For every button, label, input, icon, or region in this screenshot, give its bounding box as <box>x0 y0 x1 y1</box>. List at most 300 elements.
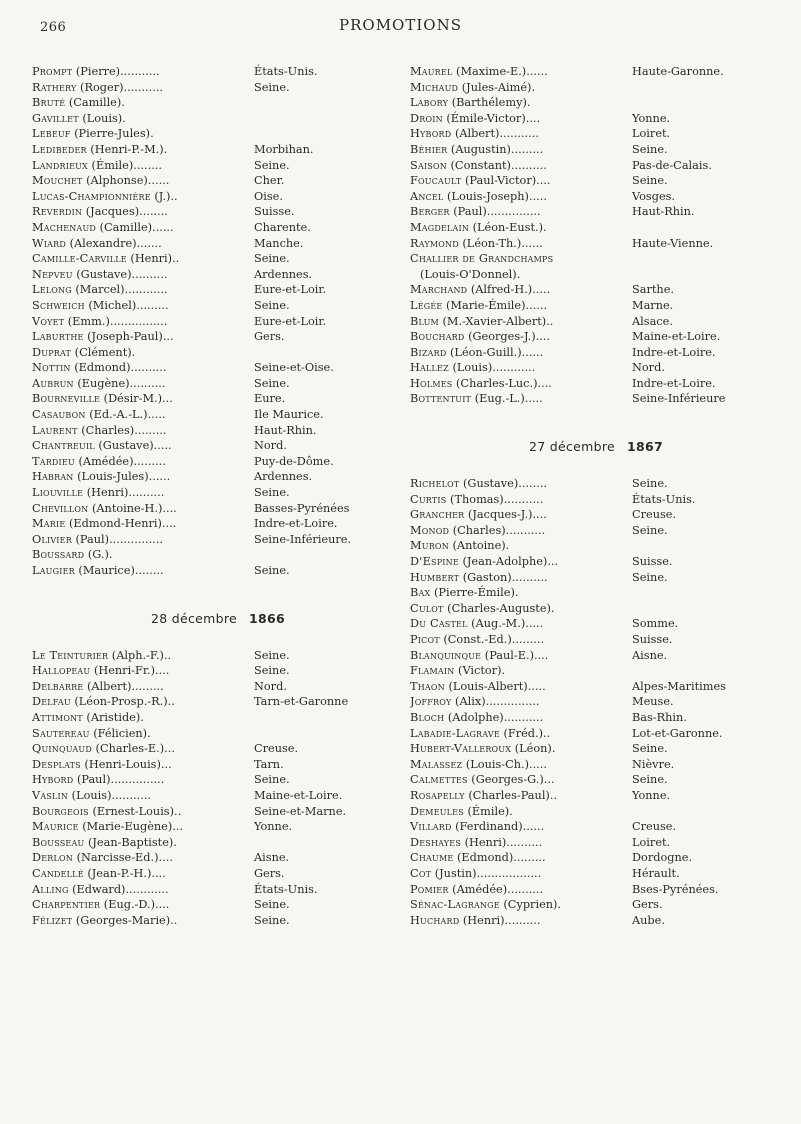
entry-origin: Seine. <box>254 564 290 577</box>
entry-origin: Alsace. <box>632 314 673 328</box>
list-item <box>410 220 782 236</box>
entry-name <box>410 897 632 913</box>
entry-leader-dots: ........... <box>503 492 544 506</box>
entry-leader-dots: ......... <box>131 679 164 693</box>
entry-origin: Aisne. <box>254 851 290 865</box>
entry-origin: Seine. <box>254 298 290 312</box>
entry-given-names: (Léon-Guill.) <box>446 345 522 359</box>
entry-given-names: (Gaston) <box>459 570 512 584</box>
entry-name <box>32 220 254 236</box>
entry-list-right-1 <box>410 64 782 407</box>
entry-leader-dots: ...... <box>522 820 545 834</box>
entry-name <box>410 694 632 710</box>
entry-name <box>410 492 632 508</box>
entry-leader-dots: .... <box>161 517 177 531</box>
entry-leader-dots: . <box>549 314 554 328</box>
entry-given-names: (Léon-Th.) <box>458 236 522 250</box>
entry-name <box>410 570 632 586</box>
entry-name <box>410 648 632 664</box>
entry-surname: Chevillon <box>32 501 89 515</box>
entry-given-names: (Antoine). <box>448 539 510 553</box>
list-item <box>32 282 404 298</box>
entry-origin: Seine. <box>254 913 290 927</box>
entry-given-names: (Charles-Auguste). <box>443 601 555 615</box>
entry-surname: Boussard <box>32 548 85 562</box>
entry-given-names: (Camille) <box>96 220 153 234</box>
entry-given-names: (Charles) <box>77 423 135 437</box>
entry-surname: Sautereau <box>32 726 90 740</box>
entry-origin: Seine. <box>632 773 668 787</box>
entry-name <box>32 189 254 205</box>
list-item <box>32 501 404 517</box>
entry-surname: Berger <box>410 205 450 219</box>
entry-surname: Bourneville <box>32 392 101 406</box>
entry-given-names: (Edmond) <box>70 361 131 375</box>
entry-leader-dots: ......... <box>511 633 545 646</box>
entry-origin: Creuse. <box>254 742 299 756</box>
entry-given-names: (Eug.-D.) <box>100 898 156 912</box>
entry-leader-dots: ............... <box>486 205 541 219</box>
entry-leader-dots: .......... <box>129 376 166 390</box>
entry-leader-dots: .. <box>163 648 172 662</box>
entry-leader-dots: ......... <box>136 298 169 312</box>
list-item <box>410 158 782 174</box>
list-item <box>410 523 782 539</box>
list-item <box>32 251 404 267</box>
list-item <box>32 485 404 501</box>
entry-name <box>410 236 632 252</box>
entry-given-names: (Gustave) <box>459 477 519 491</box>
section-year: 1867 <box>627 439 664 455</box>
entry-name <box>32 345 254 361</box>
entry-origin: Seine. <box>254 376 290 390</box>
list-item <box>32 726 404 742</box>
entry-origin: Nord. <box>254 679 287 693</box>
entry-name <box>410 741 632 757</box>
entry-name <box>32 329 254 345</box>
entry-name <box>410 64 632 80</box>
entry-surname: Chantreuil <box>32 439 95 453</box>
entry-surname: Hybord <box>410 127 452 141</box>
entry-leader-dots: ........... <box>120 65 160 78</box>
entry-leader-dots: .... <box>162 501 177 515</box>
entry-origin: Yonne. <box>632 788 671 802</box>
entry-name <box>32 423 254 439</box>
entry-name <box>410 507 632 523</box>
list-item <box>32 158 404 174</box>
entry-surname: Desplats <box>32 757 81 771</box>
list-item <box>410 694 782 710</box>
entry-given-names: (Constant) <box>446 158 511 172</box>
list-item <box>410 251 782 267</box>
entry-origin: Suisse. <box>632 555 673 569</box>
entry-name <box>32 391 254 407</box>
entry-surname: Blanquinque <box>410 648 482 662</box>
list-item <box>410 142 782 158</box>
entry-name <box>32 819 254 835</box>
section-date: 28 décembre <box>150 610 238 626</box>
entry-origin: Nord. <box>254 439 287 453</box>
entry-leader-dots: .... <box>155 664 170 678</box>
list-item <box>410 726 782 742</box>
entry-surname: Joffroy <box>410 695 452 709</box>
entry-leader-dots: ... <box>160 757 172 771</box>
entry-surname: Bloch <box>410 710 445 724</box>
list-item <box>410 788 782 804</box>
entry-name <box>410 866 632 882</box>
list-item <box>32 772 404 788</box>
list-item <box>410 741 782 757</box>
entry-origin: Maine-et-Loire. <box>254 788 343 802</box>
entry-surname: Lebeuf <box>32 127 71 141</box>
entry-surname: Sénac-Lagrange <box>410 898 500 912</box>
entry-origin: Ardennes. <box>254 267 313 281</box>
entry-given-names: (Edward) <box>68 882 126 896</box>
entry-given-names: (Jean-Baptiste). <box>84 835 177 849</box>
entry-surname: Deshayes <box>410 835 462 849</box>
entry-surname: Rosapelly <box>410 788 465 802</box>
entry-surname: Lelong <box>32 283 72 297</box>
list-item <box>32 407 404 423</box>
entry-given-names: (Marie-Eugène) <box>78 820 173 834</box>
entry-given-names: (Albert) <box>83 679 132 693</box>
entry-origin: Pas-de-Calais. <box>632 158 712 172</box>
entry-surname: Droin <box>410 111 443 125</box>
list-item <box>32 267 404 283</box>
entry-surname: Malassez <box>410 757 463 771</box>
entry-leader-dots: ... <box>162 330 174 344</box>
entry-origin: États-Unis. <box>254 882 318 896</box>
entry-name <box>410 158 632 174</box>
entry-leader-dots: .......... <box>128 486 165 500</box>
entry-given-names: (Paul) <box>73 773 111 787</box>
list-item <box>410 391 782 407</box>
entry-surname: Laurent <box>32 423 78 437</box>
entry-given-names: (Barthélemy). <box>448 96 531 110</box>
entry-name <box>32 469 254 485</box>
entry-leader-dots: ........ <box>518 477 548 491</box>
entry-name <box>32 563 254 579</box>
list-item <box>410 913 782 929</box>
entry-leader-dots: ...... <box>526 65 548 78</box>
entry-surname: Marchand <box>410 283 468 297</box>
list-item <box>32 438 404 454</box>
entry-given-names: (Edmond-Henri) <box>65 517 162 531</box>
entry-leader-dots: .......... <box>504 913 541 927</box>
entry-name <box>32 407 254 423</box>
entry-name <box>410 376 632 392</box>
entry-name <box>410 585 632 601</box>
entry-leader-dots: .... <box>155 898 170 912</box>
entry-list-left-2 <box>32 648 404 929</box>
entry-origin: Morbihan. <box>254 142 314 156</box>
entry-given-names: (Maxime-E.) <box>452 65 527 78</box>
entry-name <box>32 663 254 679</box>
list-item <box>410 835 782 851</box>
list-item <box>32 563 404 579</box>
section-year: 1866 <box>249 610 286 626</box>
entry-name <box>410 111 632 127</box>
entry-given-names: (Émile). <box>463 804 513 818</box>
entry-name <box>410 726 632 742</box>
entry-name <box>410 476 632 492</box>
entry-given-names: (Jacques-J.) <box>464 508 533 522</box>
entry-origin: Basses-Pyrénées <box>254 501 350 515</box>
entry-surname: Charpentier <box>32 898 101 912</box>
entry-surname: Demeules <box>410 804 464 818</box>
entry-origin: Ardennes. <box>254 470 313 484</box>
entry-surname: Attimont <box>32 710 83 724</box>
entry-given-names: (Fréd.). <box>499 726 547 740</box>
entry-name <box>410 632 632 648</box>
entry-origin: Bses-Pyrénées. <box>632 882 719 896</box>
list-item <box>32 663 404 679</box>
entry-name <box>32 251 254 267</box>
entry-leader-dots: ... <box>543 773 555 787</box>
entry-leader-dots: ...... <box>521 236 543 250</box>
entry-origin: Hérault. <box>632 866 680 880</box>
entry-surname: Casaubon <box>32 408 86 422</box>
entry-given-names: (Edmond) <box>453 851 514 865</box>
entry-origin: Eure-et-Loir. <box>254 283 327 297</box>
list-item <box>410 507 782 523</box>
entry-name <box>410 913 632 929</box>
entry-given-names: (Louis-Joseph) <box>443 189 529 203</box>
entry-name <box>32 236 254 252</box>
entry-surname: Rathery <box>32 80 77 94</box>
entry-given-names: (Louis) <box>68 788 112 802</box>
entry-name <box>32 95 254 111</box>
list-item <box>32 850 404 866</box>
entry-name <box>32 282 254 298</box>
entry-surname: Humbert <box>410 570 460 584</box>
entry-given-names: (Aristide). <box>82 710 144 724</box>
entry-surname: Camille-Carville <box>32 252 127 266</box>
entry-origin: Gers. <box>254 866 285 880</box>
entry-leader-dots: ..... <box>524 392 543 406</box>
entry-name <box>410 126 632 142</box>
list-item <box>410 282 782 298</box>
entry-origin: États-Unis. <box>632 492 696 506</box>
entry-leader-dots: ... <box>172 820 184 834</box>
list-item <box>410 616 782 632</box>
entry-origin: Suisse. <box>632 633 673 646</box>
entry-name <box>32 547 254 563</box>
entry-name <box>410 523 632 539</box>
entry-name <box>32 64 254 80</box>
entry-leader-dots: .................. <box>476 866 542 880</box>
entry-origin: Haut-Rhin. <box>632 205 695 219</box>
entry-leader-dots: ............... <box>485 695 540 709</box>
entry-origin: Lot-et-Garonne. <box>632 726 723 740</box>
entry-leader-dots: ..... <box>525 617 544 631</box>
list-item <box>410 850 782 866</box>
entry-given-names: (Jean-P.-H.) <box>83 866 152 880</box>
entry-origin: Seine. <box>254 664 290 678</box>
entry-given-names: (Gustave) <box>94 439 154 453</box>
entry-given-names: (Louis) <box>448 361 493 375</box>
entry-name <box>410 804 632 820</box>
entry-given-names: (Charles) <box>449 523 506 537</box>
entry-surname: Bottentuit <box>410 392 472 406</box>
list-item <box>32 423 404 439</box>
entry-surname: Culot <box>410 601 444 615</box>
entry-surname: Hallez <box>410 361 449 375</box>
entry-surname: Légée <box>410 298 443 312</box>
entry-leader-dots: ...... <box>521 345 544 359</box>
entry-given-names: (Jacques) <box>82 205 140 219</box>
entry-leader-dots: ........ <box>139 205 168 219</box>
entry-surname: Candellé <box>32 866 84 880</box>
entry-given-names: (Félicien). <box>89 726 151 740</box>
entry-name <box>32 850 254 866</box>
list-item <box>410 173 782 189</box>
entry-given-names: (Alph.-F.) <box>108 648 164 662</box>
left-column <box>32 64 404 928</box>
entry-surname: Challier de Grandchamps <box>410 252 554 266</box>
list-item <box>410 329 782 345</box>
list-item <box>32 694 404 710</box>
entry-surname: Picot <box>410 633 440 646</box>
entry-given-names: (Thomas) <box>446 492 504 506</box>
entry-origin: Seine. <box>632 174 668 188</box>
list-item <box>410 298 782 314</box>
entry-name <box>410 391 632 407</box>
entry-given-names: (Narcisse-Ed.) <box>73 851 159 865</box>
entry-given-names: (Henri) <box>83 486 129 500</box>
entry-leader-dots: .......... <box>506 835 543 849</box>
entry-leader-dots: .... <box>532 508 547 522</box>
entry-leader-dots: ... <box>547 555 559 569</box>
entry-given-names: (Henri) <box>459 913 505 927</box>
entry-origin: Yonne. <box>254 820 293 834</box>
entry-given-names: (Paul-Victor) <box>461 174 537 188</box>
entry-origin: Suisse. <box>254 205 295 219</box>
entry-given-names: (Paul) <box>71 532 110 546</box>
list-item <box>32 788 404 804</box>
list-item <box>32 897 404 913</box>
entry-surname: Derlon <box>32 851 73 865</box>
entry-given-names: (Roger) <box>76 80 124 94</box>
list-item <box>410 804 782 820</box>
entry-name <box>410 616 632 632</box>
entry-name <box>410 345 632 361</box>
list-item <box>410 554 782 570</box>
entry-surname: Du Castel <box>410 617 468 631</box>
entry-leader-dots: ...... <box>152 220 174 234</box>
entry-origin: Bas-Rhin. <box>632 710 687 724</box>
entry-surname: Béhier <box>410 142 448 156</box>
entry-given-names: (Louis-O'Donnel). <box>420 267 521 281</box>
entry-name <box>410 95 632 111</box>
entry-origin: Haute-Vienne. <box>632 236 714 250</box>
entry-surname: Wiard <box>32 236 66 250</box>
entry-name <box>410 663 632 679</box>
entry-origin: Ile Maurice. <box>254 408 324 422</box>
entry-surname: Muron <box>410 539 449 553</box>
entry-origin: Seine. <box>632 523 668 537</box>
section-heading-1867 <box>410 439 782 454</box>
entry-surname: Ancel <box>410 189 444 203</box>
entry-surname: Olivier <box>32 532 72 546</box>
entry-surname: Delbarre <box>32 679 84 693</box>
list-item <box>32 757 404 773</box>
entry-given-names: (Pierre) <box>72 65 121 78</box>
entry-given-names: (Henri-Fr.) <box>90 664 155 678</box>
entry-given-names: (Léon-Eust.). <box>469 220 547 234</box>
entry-leader-dots: .. <box>170 913 178 927</box>
entry-list-left-1 <box>32 64 404 579</box>
entry-surname: Labadie-Lagrave <box>410 726 500 740</box>
entry-leader-dots: .......... <box>511 570 548 584</box>
entry-origin: Seine. <box>632 742 668 756</box>
entry-name <box>410 882 632 898</box>
entry-given-names: (Alphonse) <box>82 174 148 188</box>
entry-given-names: (Joseph-Paul) <box>83 330 163 344</box>
entry-origin: Seine-et-Marne. <box>254 804 347 818</box>
entry-given-names: (Ernest-Louis) <box>88 804 175 818</box>
entry-name <box>32 438 254 454</box>
entry-origin: États-Unis. <box>254 65 318 78</box>
entry-surname: Laburthe <box>32 330 84 344</box>
entry-name <box>410 173 632 189</box>
entry-surname: Bousseau <box>32 835 85 849</box>
entry-name <box>32 80 254 96</box>
entry-given-names: (Paul-E.) <box>481 648 534 662</box>
entry-given-names: (Pierre-Jules). <box>70 127 154 141</box>
entry-surname: Tardieu <box>32 454 75 468</box>
list-item <box>32 710 404 726</box>
entry-name <box>32 142 254 158</box>
entry-given-names: (Émile) <box>87 158 134 172</box>
entry-leader-dots: ......... <box>513 851 546 865</box>
entry-surname: Michaud <box>410 80 459 94</box>
entry-given-names: (Louis-Jules) <box>73 470 149 484</box>
entry-name <box>410 267 632 283</box>
entry-name <box>32 158 254 174</box>
list-item <box>410 189 782 205</box>
list-item <box>410 236 782 252</box>
entry-given-names: (Alix) <box>451 695 486 709</box>
entry-given-names: (Justin) <box>431 866 477 880</box>
entry-given-names: (Maurice) <box>74 564 135 577</box>
entry-leader-dots: ............... <box>110 773 165 787</box>
entry-given-names: (Georges-Marie) <box>72 913 171 927</box>
entry-name <box>410 772 632 788</box>
entry-leader-dots: ...... <box>148 470 171 484</box>
entry-name <box>410 679 632 695</box>
entry-origin: Haut-Rhin. <box>254 423 317 437</box>
entry-name <box>32 485 254 501</box>
entry-origin: Seine-Inférieure. <box>254 532 352 546</box>
entry-surname: Grancher <box>410 508 465 522</box>
entry-name <box>410 282 632 298</box>
entry-given-names: (Ed.-A.-L.) <box>85 408 148 422</box>
entry-surname: Raymond <box>410 236 459 250</box>
list-item <box>32 679 404 695</box>
entry-surname: Monod <box>410 523 450 537</box>
entry-given-names: (Louis). <box>78 111 126 125</box>
entry-surname: Hybord <box>32 773 74 787</box>
list-item <box>32 220 404 236</box>
entry-name <box>410 788 632 804</box>
entry-origin: Manche. <box>254 236 304 250</box>
entry-name <box>32 454 254 470</box>
entry-origin: Vosges. <box>632 189 676 203</box>
list-item <box>32 111 404 127</box>
entry-leader-dots: .... <box>537 376 552 390</box>
entry-given-names: (Ferdinand) <box>451 820 523 834</box>
